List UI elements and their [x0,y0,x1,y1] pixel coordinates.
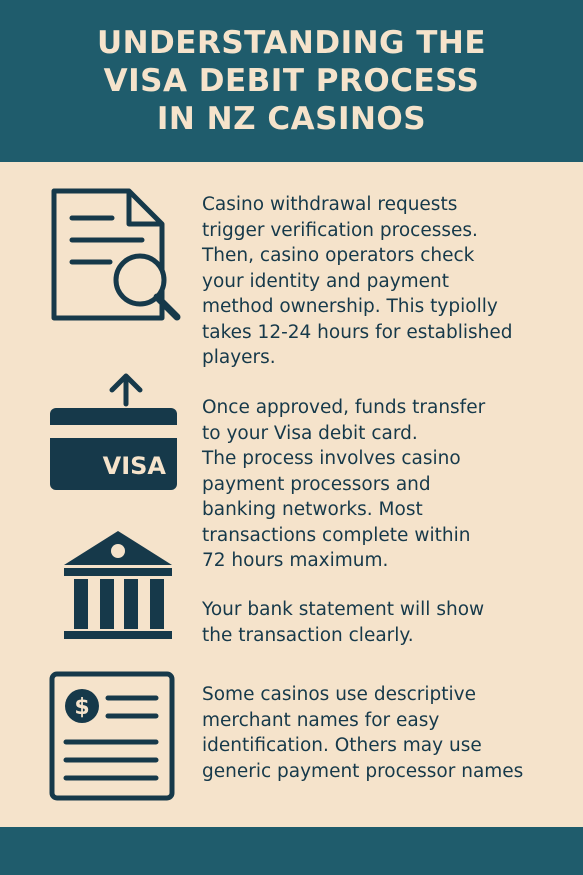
text-line: payment processors and [202,473,431,495]
document-search-icon [44,188,184,328]
text-line: takes 12-24 hours for established [202,321,513,343]
text-line: Casino withdrawal requests [202,194,458,215]
text-line: Then, casino operators check [202,245,475,266]
bank-building-icon [58,527,178,649]
text-line: Your bank statement will show [202,599,485,620]
text-line: to your Visa debit card. [202,422,418,444]
text-line: Some casinos use descriptive [202,684,476,705]
text-line: 72 hours maximum. [202,550,389,571]
title-line-2: VISA DEBIT PROCESS [103,63,480,99]
text-line: players. [202,347,276,368]
paragraph-transfer [202,395,572,574]
text-line: The process involves casino [202,448,461,469]
paragraph-verification [202,192,572,371]
visa-card-upload-icon [48,370,180,495]
title-line-1: UNDERSTANDING THE [96,25,487,61]
text-line: trigger verification processes. [202,219,478,241]
text-line: transactions complete within [202,524,471,546]
text-line: method ownership. This typiolly [202,296,498,317]
text-line: your identity and payment [202,270,450,292]
paragraph-merchant-names [202,682,572,784]
text-line: merchant names for easy [202,709,440,731]
text-line: the transaction clearly. [202,624,414,646]
text-line: generic payment processor names [202,760,524,782]
svg-text:$: $ [74,695,90,720]
statement-dollar-icon [48,670,178,802]
header-banner [0,0,583,162]
text-line: identification. Others may use [202,735,482,756]
text-line: banking networks. Most [202,499,423,520]
paragraph-statement [202,597,572,648]
card-brand-label: VISA [102,452,166,480]
title-line-3: IN NZ CASINOS [156,101,427,137]
text-line: Once approved, funds transfer [202,397,486,418]
footer-bar [0,827,583,875]
